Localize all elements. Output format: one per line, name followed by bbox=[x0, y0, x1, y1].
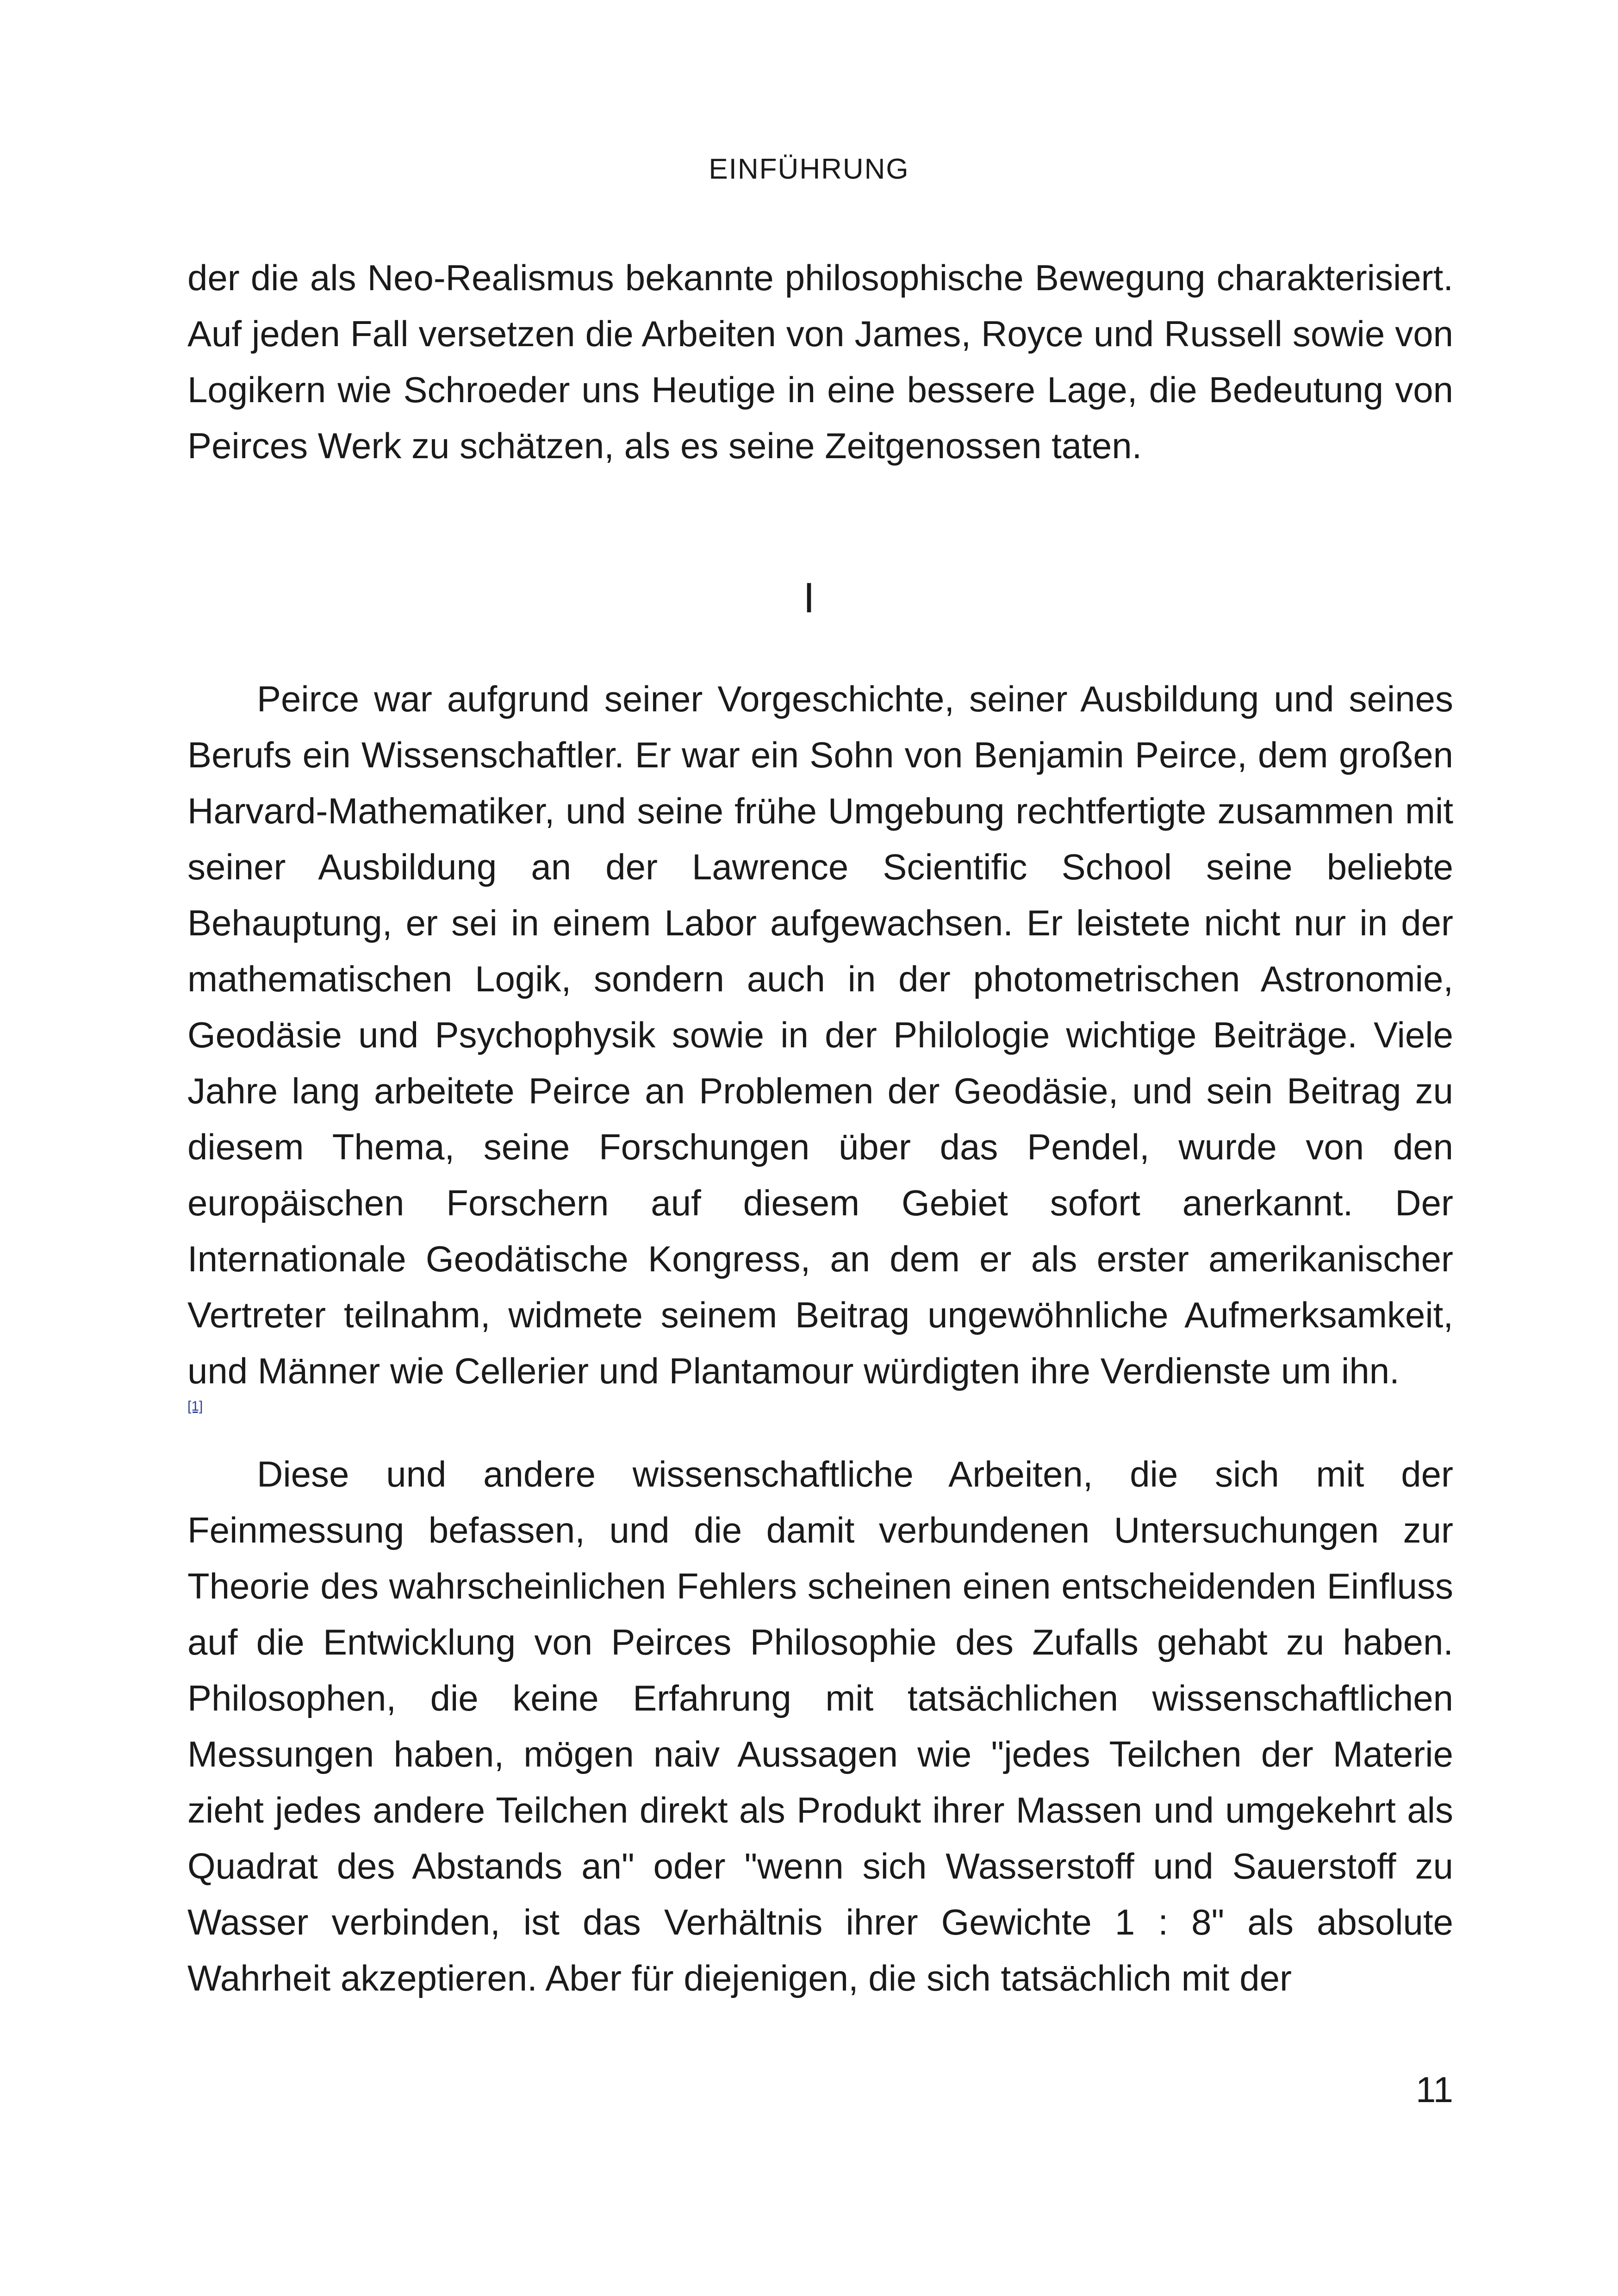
paragraph-1: Peirce war aufgrund seiner Vorgeschichte, seiner Ausbildung und seines Berufs ein Wissenschaftler. Er war ein Sohn von Benjamin Peirce, dem großen Harvard-Mathematiker, und seine frühe Umgebung rechtfertigte zusammen mit seiner Ausbildung an der Lawrence Scientific School seine beliebte Behauptung, er sei in einem Labor aufgewachsen. Er leistete nicht nur in der mathematischen Logik, sondern auch in der photometrischen Astronomie, Geodäsie und Psychophysik sowie in der Philologie wichtige Beiträge. Viele Jahre lang arbeitete Peirce an Problemen der Geodäsie, und sein Beitrag zu diesem Thema, seine Forschungen über das Pendel, wurde von den europäischen Forschern auf diesem Gebiet sofort anerkannt. Der Internationale Geodätische Kongress, an dem er als erster amerikanischer Vertreter teilnahm, widmete seinem Beitrag ungewöhnliche Aufmerksamkeit, und Männer wie Cellerier und Plantamour würdigten ihre Verdienste um ihn. bbox=[187, 678, 1453, 1391]
paragraph-2: Diese und andere wissenschaftliche Arbeiten, die sich mit der Feinmessung befassen, und die damit verbundenen Untersuchungen zur Theorie des wahrscheinlichen Fehlers scheinen einen entscheidenden Einfluss auf die Entwicklung von Peirces Philosophie des Zufalls gehabt zu haben. Philosophen, die keine Erfahrung mit tatsächlichen wissenschaftlichen Messungen haben, mögen naiv Aussagen wie "jedes Teilchen der Materie zieht jedes andere Teilchen direkt als Produkt ihrer Massen und umgekehrt als Quadrat des Abstands an" oder "wenn sich Wasserstoff und Sauerstoff zu Wasser verbinden, ist das Verhältnis ihrer Gewichte 1 : 8" als absolute Wahrheit akzeptieren. Aber für diejenigen, die sich tatsächlich mit der bbox=[187, 1454, 1453, 1998]
section-heading: I bbox=[803, 574, 815, 622]
page-number: 11 bbox=[1416, 2069, 1453, 2110]
intro-paragraph: der die als Neo-Realismus bekannte philosophische Bewegung charakterisiert. Auf jeden Fall versetzen die Arbeiten von James, Royce und Russell sowie von Logikern wie Schroeder uns Heutige in eine bessere Lage, die Bedeutung von Peirces Werk zu schätzen, als es seine Zeitgenossen taten. bbox=[187, 257, 1453, 466]
running-header: EINFÜHRUNG bbox=[709, 153, 909, 185]
footnote-link[interactable]: [1] bbox=[187, 1399, 203, 1414]
